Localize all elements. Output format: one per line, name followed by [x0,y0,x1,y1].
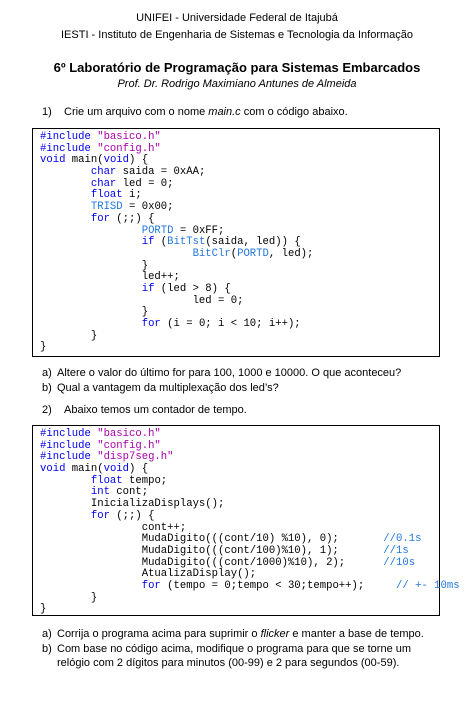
code-token: #include [40,428,98,440]
code-token: } [40,329,98,342]
code-token: ( [230,247,238,260]
code-token: main( [71,463,104,476]
code-token: ) { [129,463,149,476]
code-token: if [141,236,161,249]
code-token: //10s [383,556,416,569]
code-token: "basico.h" [97,428,161,440]
sub-text: Altere o valor do último for para 100, 1000 e 10000. O que aconteceu? [57,367,402,379]
code-token: main( [71,154,104,167]
code-token: (;;) { [116,212,155,225]
code-token: led++; [40,271,180,284]
code-token: "config.h" [97,142,161,155]
university-name: UNIFEI - Universidade Federal de Itajubá [136,12,338,24]
code-token: void [103,463,130,476]
code-token: tempo; [129,474,168,487]
code-token: #include [40,142,98,155]
sub-text: Com base no código acima, modifique o programa para que se torne um relógio com 2 dígitos para minutos (00-99) e 2 para segundos (00-59). [57,643,412,669]
code-token: BitClr [192,247,231,260]
sub-label: b) [42,382,52,394]
sub-label: b) [42,643,52,655]
code-line [40,604,439,616]
code-token: ( [160,236,168,249]
sub-label: a) [42,628,52,640]
code-token: } [40,341,47,354]
code-token: InicializaDisplays(); [40,498,225,511]
code-token: ) { [129,154,149,167]
question-2 [42,404,247,417]
code-token: float [90,474,130,487]
code-line [40,319,439,331]
code-line [40,342,439,354]
code-token: (tempo = 0;tempo < 30;tempo++); [167,579,397,592]
code-token: } [40,306,149,319]
code-token: "config.h" [97,439,161,452]
code-block-2 [32,425,460,616]
code-token [40,580,142,592]
filename: main.c [208,106,241,118]
code-token: //1s [383,544,409,557]
code-token: if [141,282,161,295]
question-number: 1) [42,106,52,118]
code-token: PORTD [237,247,269,260]
code-token [40,475,91,487]
code-token: = 0x00; [122,201,174,214]
code-token: i; [129,189,142,202]
code-token [40,189,91,201]
code-token: cont; [116,486,149,499]
code-token: PORTD [141,224,174,237]
code-token: led = 0; [40,294,244,307]
question-1b [42,381,442,395]
code-token: = 0xFF; [173,224,225,237]
code-token: TRISD [90,201,123,214]
lab-title: 6º Laboratório de Programação para Sistemas Embarcados [53,60,421,75]
code-token: char [90,177,123,190]
code-token: led = 0; [122,177,174,190]
sub-text-emphasis: flicker [260,628,290,640]
question-1a [42,366,442,380]
code-token [40,486,91,498]
code-token: void [40,154,72,167]
code-token: (i = 0; i < 10; i++); [167,318,301,330]
sub-text-after: e manter a base de tempo. [289,628,424,640]
code-token: } [40,259,149,272]
code-token: for [141,579,168,592]
institute-name: IESTI - Instituto de Engenharia de Sistemas e Tecnologia da Informação [61,29,413,41]
code-block-1 [32,128,440,357]
code-token: for [90,509,117,522]
code-token: #include [40,451,98,464]
code-token: for [141,318,168,330]
question-1 [42,106,348,119]
code-token [40,213,91,225]
code-token: MudaDigito(((cont/100)%10), 1); [40,544,384,557]
code-token: char [90,166,123,179]
question-number: 2) [42,404,52,416]
code-token [40,236,142,248]
question-text-after: com o código abaixo. [240,106,348,118]
code-token: } [40,603,47,616]
code-token [40,166,91,178]
code-token: "basico.h" [97,131,161,143]
code-token: MudaDigito(((cont/10) %10), 0); [40,533,384,546]
code-token [40,510,91,522]
code-token [40,225,142,237]
code-token: int [90,486,117,499]
code-token: "disp7seg.h" [97,451,174,464]
code-token [40,248,193,260]
sub-text: Qual a vantagem da multiplexação dos led’s? [57,382,279,394]
code-token: (;;) { [116,509,155,522]
code-token: // +- 10ms [396,579,460,592]
code-token: float [90,189,130,202]
code-token: //0.1s [383,533,422,546]
question-text-before: Crie um arquivo com o nome [64,106,209,118]
code-line [40,593,439,605]
code-token [40,178,91,190]
code-token: #include [40,131,98,143]
code-line [40,331,439,343]
code-token: MudaDigito(((cont/1000)%10), 2); [40,556,384,569]
code-token: cont++; [40,521,187,534]
code-token [40,318,142,330]
code-token: for [90,212,117,225]
code-token: #include [40,439,98,452]
question-2a [42,627,442,641]
code-token: } [40,591,98,604]
code-token: void [40,463,72,476]
code-token: saida = 0xAA; [122,166,206,179]
sub-label: a) [42,367,52,379]
code-token [40,283,142,295]
code-token: (saida, led)) { [205,236,301,249]
code-token: BitTst [167,236,206,249]
code-token: (led > 8) { [160,282,231,295]
code-token: , led); [268,247,314,260]
question-text: Abaixo temos um contador de tempo. [64,404,247,416]
code-token: void [103,154,130,167]
code-line [40,579,460,593]
question-2b [42,642,442,670]
sub-text-before: Corrija o programa acima para suprimir o [57,628,261,640]
author-name: Prof. Dr. Rodrigo Maximiano Antunes de Almeida [117,78,357,90]
code-token: AtualizaDisplay(); [40,568,257,581]
code-token [40,201,91,213]
